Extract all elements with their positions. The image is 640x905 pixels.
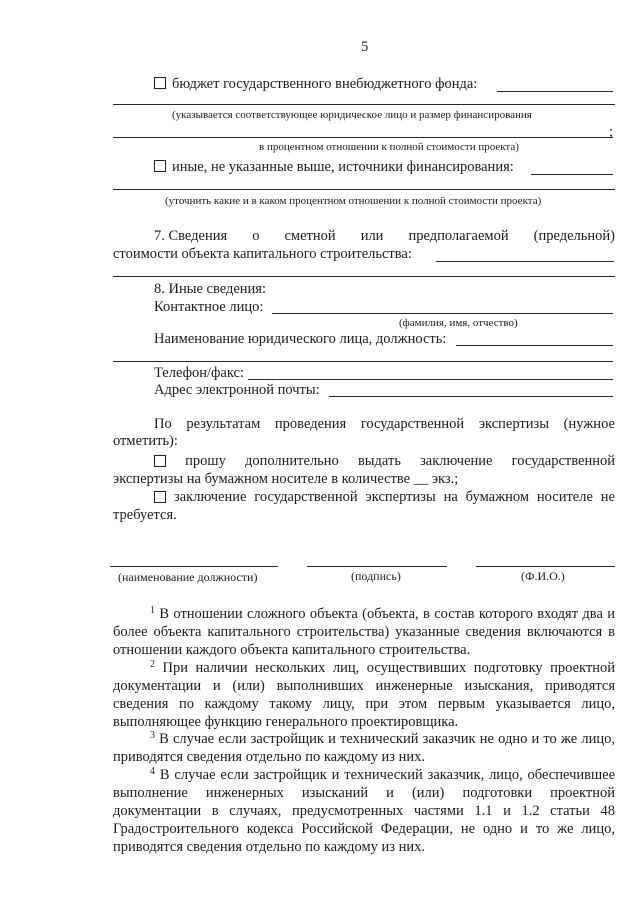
section8-title: 8. Иные сведения: [154, 281, 267, 297]
section7-word: предполагаемой [408, 228, 509, 244]
results-word: результатам [186, 416, 261, 432]
results-intro-line2: отметить): [113, 433, 178, 449]
footnote-1 [113, 602, 615, 659]
name-hint: (Ф.И.О.) [521, 569, 565, 583]
page-number: 5 [361, 39, 369, 55]
section7-word: о [252, 228, 260, 244]
position-hint: (наименование должности) [118, 570, 258, 584]
phone-label: Телефон/факс: [154, 365, 245, 381]
phone-field[interactable] [248, 379, 613, 380]
section7-word: 7. Сведения [154, 228, 228, 244]
hint-legal-entity: (указывается соответствующее юридическое лицо и размер финансирования [172, 109, 532, 121]
option-no-paper-line1 [154, 488, 615, 506]
footnote-3 [113, 727, 615, 766]
contact-label: Контактное лицо: [154, 299, 264, 315]
email-label: Адрес электронной почты: [154, 382, 320, 398]
org-field-2[interactable] [113, 361, 613, 362]
footnote-2 [113, 656, 615, 731]
option-paper-copy-line1 [154, 452, 615, 470]
checkbox-paper-copy[interactable] [154, 455, 166, 467]
footnote-text: При наличии нескольких лиц, осуществивших подготовку проектной документации и (или) выполнивших инженерные изыскания, приводятся сведения по каждому такому лицу, при этом первым указывается лицо, выполняющее функцию генерального проектировщика. [113, 660, 615, 730]
cost-field-2[interactable] [113, 276, 615, 277]
semicolon: ; [609, 124, 614, 140]
option-no-paper-line2: требуется. [113, 507, 177, 523]
other-sources-option [154, 158, 514, 176]
contact-hint: (фамилия, имя, отчество) [399, 317, 518, 329]
section7-line1 [154, 227, 615, 245]
results-word: проведения [274, 416, 347, 432]
footnote-text: В отношении сложного объекта (объекта, в состав которого входят два и более объекта капитального строительства) указанные сведения включаются в отношении каждого объекта капитального строительства. [113, 606, 615, 658]
email-field[interactable] [329, 396, 613, 397]
footnote-text: В случае если застройщик и технический заказчик, лицо, обеспечившее выполнение инженерных изысканий и (или) подготовки проектной документации в случаях, предусмотренных частями 1.1 и 1.2 статьи 48 Градостроительного кодекса Российской Федерации, не одно и то же лицо, приводятся сведения отдельно по каждому из них. [113, 767, 616, 855]
checkbox-no-paper[interactable] [154, 491, 166, 503]
checkbox-extra-budget-fund[interactable] [154, 77, 166, 89]
option2-text: заключение государственной экспертизы на бумажном носителе не [174, 489, 615, 505]
footnote-number: 2 [150, 659, 155, 670]
extra-budget-fund-label: бюджет государственного внебюджетного фонда: [172, 76, 478, 92]
contact-field[interactable] [272, 313, 613, 314]
option1-word: заключение [420, 453, 493, 469]
results-word: По [154, 416, 172, 432]
extra-budget-fund-field-2[interactable] [113, 104, 615, 105]
section7-word: (предельной) [533, 228, 615, 244]
results-word: государственной [360, 416, 465, 432]
hint-specify: (уточнить какие и в каком процентном отношении к полной стоимости проекта) [165, 195, 542, 207]
hint-percent: в процентном отношении к полной стоимости проекта) [259, 141, 519, 153]
other-sources-label: иные, не указанные выше, источники финансирования: [172, 159, 514, 175]
org-field[interactable] [456, 345, 613, 346]
checkbox-other-sources[interactable] [154, 160, 166, 172]
section7-word: или [360, 228, 384, 244]
option1-word: государственной [511, 453, 615, 469]
position-field[interactable] [110, 566, 278, 567]
footnote-text: В случае если застройщик и технический заказчик не одно и то же лицо, приводятся сведения отдельно по каждому из них. [113, 731, 616, 765]
section7-word: сметной [284, 228, 336, 244]
org-label: Наименование юридического лица, должность: [154, 331, 447, 347]
signature-hint: (подпись) [351, 569, 401, 583]
option1-word: выдать [357, 453, 401, 469]
option1-word: прошу [185, 453, 226, 469]
option-paper-copy-line2: экспертизы на бумажном носителе в количестве __ экз.; [113, 471, 459, 487]
name-field[interactable] [476, 566, 615, 567]
results-word: экспертизы [478, 416, 549, 432]
other-sources-field[interactable] [531, 174, 613, 175]
section7-line2: стоимости объекта капитального строительства: [113, 246, 412, 262]
other-sources-field-2[interactable] [113, 189, 615, 190]
footnote-number: 1 [150, 605, 155, 616]
footnote-4 [113, 763, 615, 856]
option1-word: дополнительно [244, 453, 339, 469]
footnote-number: 4 [150, 766, 155, 777]
cost-field[interactable] [436, 261, 614, 262]
extra-budget-fund-field[interactable] [497, 91, 613, 92]
extra-budget-fund-field-3[interactable] [113, 137, 613, 138]
footnote-number: 3 [150, 730, 155, 741]
extra-budget-fund-option [154, 75, 477, 93]
results-intro-line1 [154, 415, 615, 433]
signature-field[interactable] [307, 566, 447, 567]
results-word: (нужное [563, 416, 615, 432]
